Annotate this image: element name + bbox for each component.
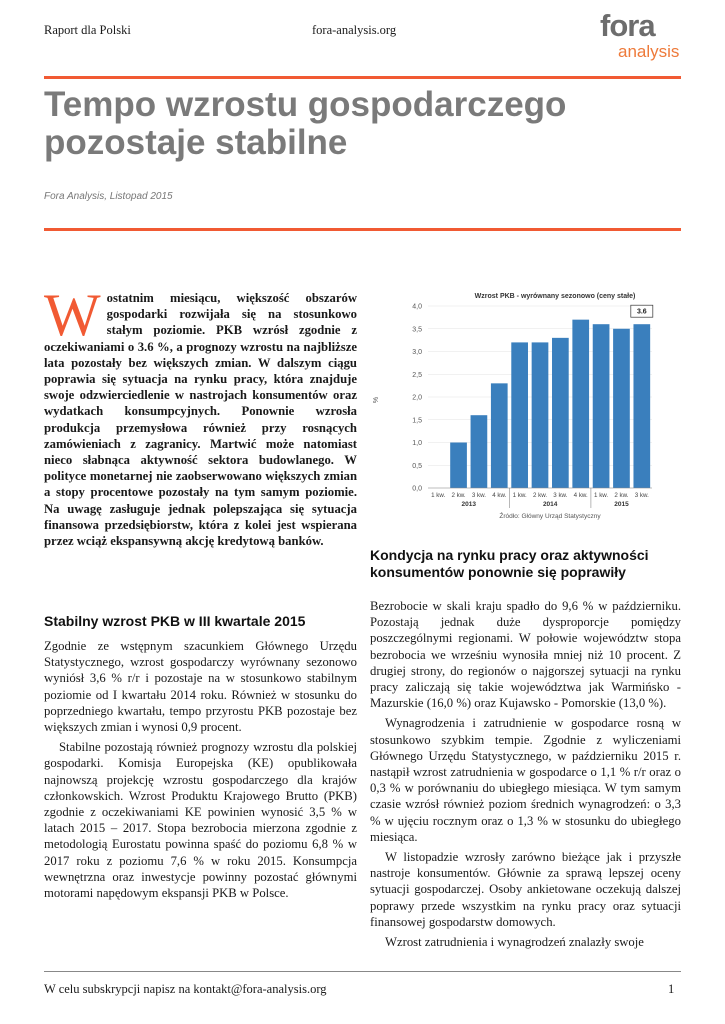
section2-paragraph-2: Wynagrodzenia i zatrudnienie w gospodarce rosną w stosunkowo szybkim tempie. Zgodnie z wyliczeniami Głównego Urzędu Statystycznego, w październiku 2015 r. nastąpił wzrost zatrudnienia w gospodarce o 1,1 % r/r oraz o 0,3 % w porównaniu do ubiegłego miesiąca. W tym samym czasie wzrósł również poziom średnich wynagrodzeń: o 3,3 % w ujęciu rocznym oraz o 1,3 % w stosunku do ubiegłego miesiąca. <box>370 716 681 844</box>
chart-x-tick-label: 3 kw. <box>471 492 486 499</box>
chart-year-label: 2013 <box>461 501 476 508</box>
chart-x-tick-label: 3 kw. <box>634 492 649 499</box>
section1-heading: Stabilny wzrost PKB w III kwartale 2015 <box>44 613 306 629</box>
chart-bars <box>450 320 650 488</box>
chart-y-tick-label: 1,0 <box>412 440 422 447</box>
footer-rule <box>44 971 681 972</box>
logo-fora-text: fora <box>600 8 655 43</box>
gdp-chart <box>370 282 670 527</box>
top-rule <box>44 76 681 79</box>
chart-y-tick-label: 2,5 <box>412 371 422 379</box>
chart-title: Wzrost PKB - wyrównany sezonowo (ceny stałe) <box>474 293 636 300</box>
header-website[interactable]: fora-analysis.org <box>312 23 397 37</box>
chart-y-tick-label: 4,0 <box>412 303 422 311</box>
chart-y-tick-label: 2,0 <box>412 394 422 402</box>
page-subtitle: Fora Analysis, Listopad 2015 <box>44 191 173 202</box>
section2-paragraph-1: Bezrobocie w skali kraju spadło do 9,6 % w październiku. Pozostają jednak duże dysproporcje pomiędzy poszczególnymi regionami. W połowie województw stopa bezrobocia we wrześniu wynosiła mniej niż 10 procent. Z drugiej strony, do regionów o najgorszej sytuacji na rynku pracy zaliczają się takie województwa jak Warmińsko - Mazurskie (16,0 %) oraz Kujawsko - Pomorskie (13,0 %). <box>370 599 681 711</box>
section1-paragraph-2: Stabilne pozostają również prognozy wzrostu dla polskiej gospodarki. Komisja Europejska (KE) opublikowała najnowszą projekcję wzrostu gospodarczego dla krajów członkowskich. Wzrost Produktu Krajowego Brutto (PKB) zgodnie z oczekiwaniami KE powinien wynosić 3,5 % w latach 2015 – 2017. Stopa bezrobocia mierzona zgodnie z metodologią Eurostatu powinna spaść do poziomu 6,8 % w 2017 roku z poziomu 7,6 % w roku 2015. Konsumpcja wewnętrzna oraz inwestycje powinny pozostać głównymi motorami napędowym ekspansji PKB w Polsce. <box>44 740 357 901</box>
chart-bar <box>511 342 528 488</box>
section2-body <box>370 598 681 950</box>
chart-y-tick-label: 3,5 <box>412 326 422 334</box>
section1-paragraph-1: Zgodnie ze wstępnym szacunkiem Głównego Urzędu Statystycznego, wzrost gospodarczy wyrównany sezonowo wyniósł 3,6 % r/r i pozostaje na w stosunkowo stabilnym poziomie od I kwartału 2014 roku. Również w stosunku do poprzedniego kwartału, tempo przyrostu PKB pozostaje bez większych zmian i wynosi 0,9 procent. <box>44 639 357 735</box>
chart-callout-label: 3.6 <box>636 308 647 316</box>
lead-paragraph <box>44 282 357 549</box>
section2-paragraph-3: W listopadzie wzrosły zarówno bieżące jak i przyszłe nastroje konsumentów. Głównie za sprawą lepszej oceny sytuacji gospodarczej. Osoby ankietowane oczekują dalszej poprawy przede wszystkim na rynku pracy oraz sytuacji finansowej gospodarstw domowych. <box>370 850 681 929</box>
chart-bar <box>471 415 488 488</box>
chart-x-tick-label: 1 kw. <box>594 492 609 499</box>
chart-y-tick-label: 0,5 <box>412 462 422 470</box>
footer-subscribe: W celu subskrypcji napisz na kontakt@fora-analysis.org <box>44 982 327 996</box>
title-rule <box>44 228 681 231</box>
lead-text: ostatnim miesiącu, większość obszarów gospodarki rozwijała się na stosunkowo stałym poziomie. PKB wzrósł zgodnie z oczekiwaniami o 3.6 %, a prognozy wzrostu na najbliższe lata pozostały bez większych zmian. W dalszym ciągu poprawia się sytuacja na rynku pracy, która znajduje swoje odzwierciedlenie w nastrojach konsumentów oraz wydatkach konsumpcyjnych. Ponownie wzrosła produkcja przemysłowa również przy rosnących zamówieniach z zagranicy. Martwić może natomiast nieco słabnąca aktywność sektora budowlanego. W polityce monetarnej nie zaobserwowano większych zmian a stopy procentowe pozostały na tym samym poziomie. Na uwagę zasługuje jednak polepszająca się sytuacja finansowa przedsiębiorstw, która z kolei jest wspierana przez wciąż ekspansywną akcję kredytową banków. <box>44 291 357 549</box>
chart-bar <box>552 338 569 488</box>
chart-year-label: 2014 <box>542 501 558 508</box>
chart-bar <box>450 443 467 489</box>
chart-bar <box>491 383 508 488</box>
chart-x-tick-label: 1 kw. <box>431 492 446 499</box>
chart-callout <box>631 305 653 317</box>
chart-x-tick-label: 2 kw. <box>532 492 548 499</box>
chart-x-tick-label: 1 kw. <box>512 492 527 499</box>
logo-analysis-text: analysis <box>618 42 680 61</box>
chart-bar <box>613 329 630 488</box>
chart-ylabel: % <box>373 396 380 404</box>
chart-y-tick-label: 0,0 <box>412 485 422 493</box>
chart-bar <box>593 324 610 488</box>
chart-bar <box>572 320 589 488</box>
page-number: 1 <box>668 982 675 996</box>
chart-x-tick-label: 2 kw. <box>614 492 629 499</box>
section2-heading: Kondycja na rynku pracy oraz aktywności konsumentów ponownie się poprawiły <box>370 547 649 580</box>
section2-paragraph-4: Wzrost zatrudnienia i wynagrodzeń znalazły swoje <box>385 935 644 950</box>
chart-year-label: 2015 <box>614 501 629 508</box>
header-report-label: Raport dla Polski <box>44 23 131 37</box>
chart-bar <box>532 342 549 488</box>
chart-x-axis <box>428 488 652 508</box>
chart-x-tick-label: 2 kw. <box>451 492 466 499</box>
chart-source: Źródło: Główny Urząd Statystyczny <box>499 513 601 520</box>
chart-y-tick-label: 3,0 <box>412 349 422 356</box>
dropcap: W <box>44 282 101 348</box>
section1-body <box>44 638 357 901</box>
chart-x-tick-label: 4 kw. <box>573 492 588 499</box>
chart-bar <box>633 324 650 488</box>
fora-logo <box>600 8 680 62</box>
page-title: Tempo wzrostu gospodarczego pozostaje stabilne <box>44 85 567 162</box>
chart-x-tick-label: 4 kw. <box>492 492 507 499</box>
chart-x-tick-label: 3 kw. <box>553 492 568 499</box>
chart-y-tick-label: 1,5 <box>412 417 422 425</box>
